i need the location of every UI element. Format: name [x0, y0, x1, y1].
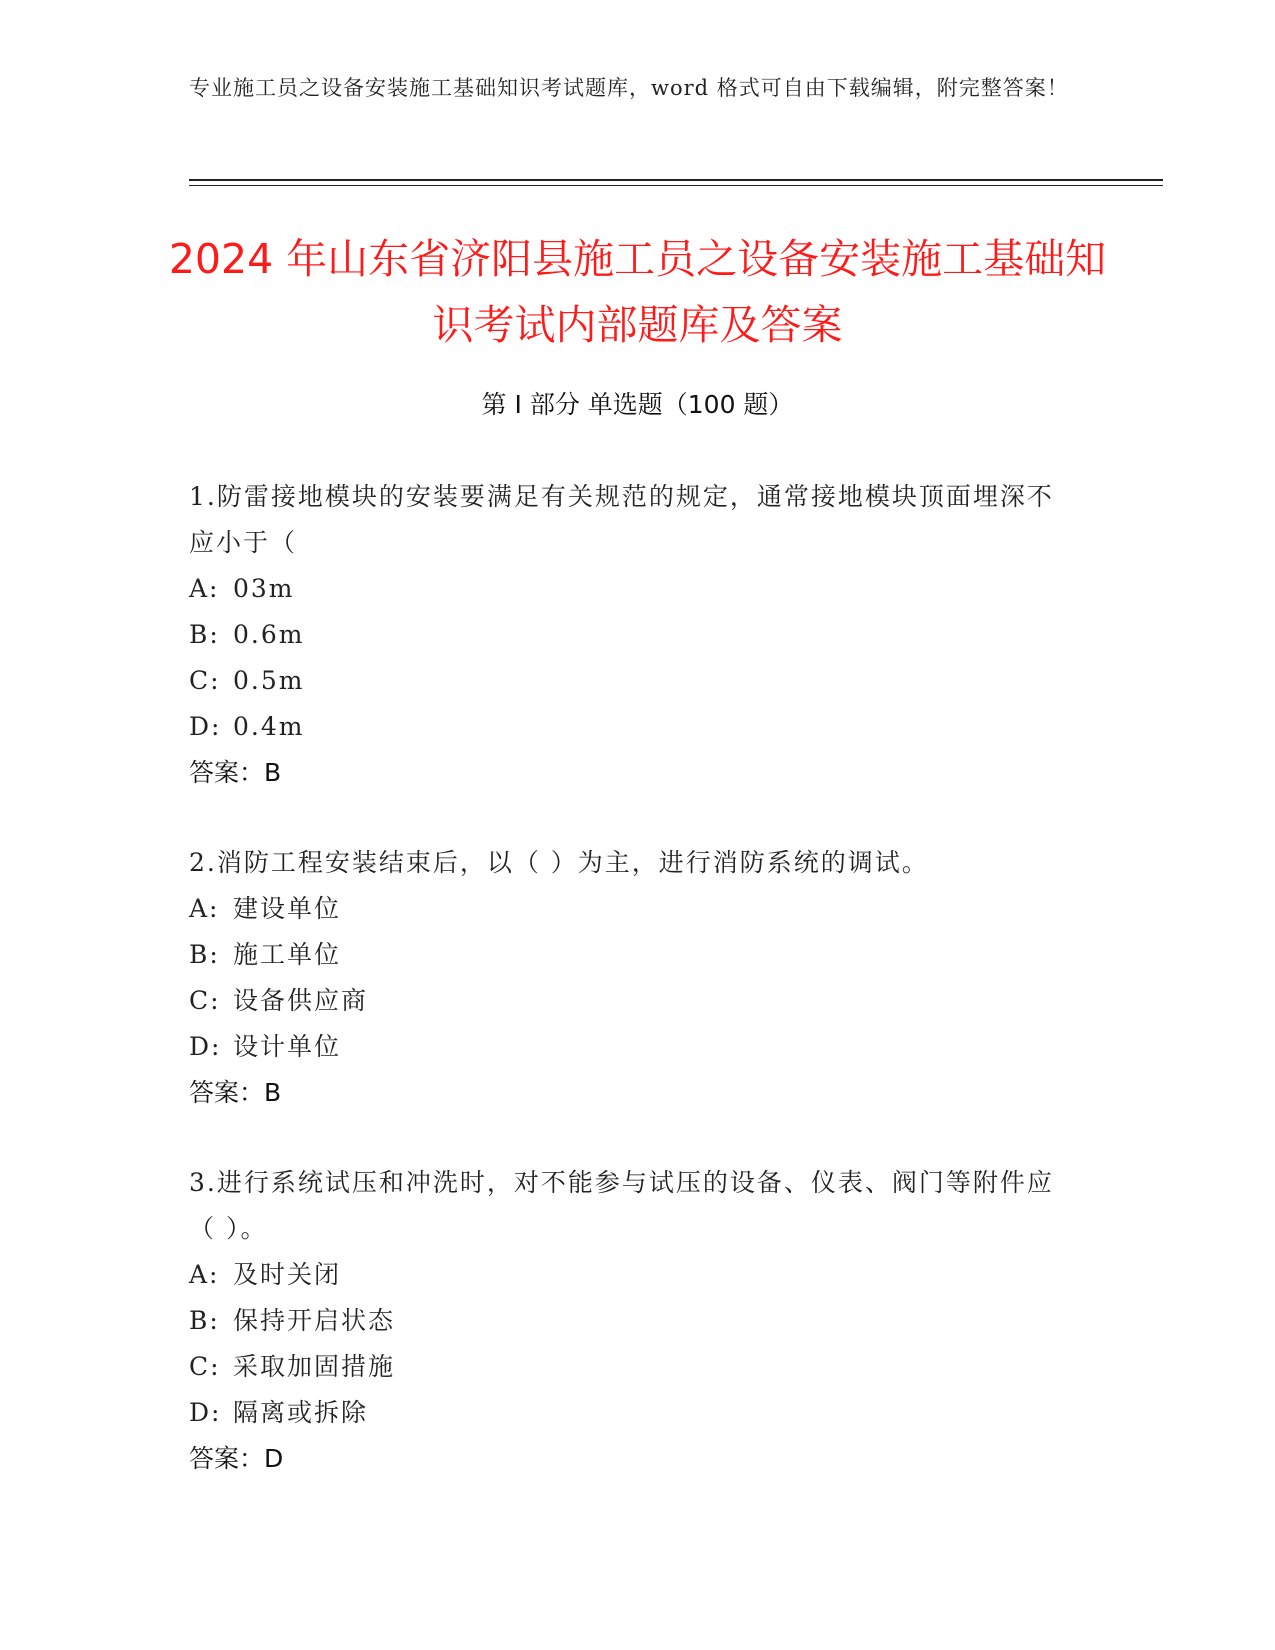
option-text: 设备供应商	[233, 986, 369, 1015]
document-title: 2024 年山东省济阳县施工员之设备安装施工基础知识考试内部题库及答案	[168, 235, 1107, 349]
option-key: A:	[189, 574, 220, 603]
option-key: D:	[189, 712, 222, 741]
option-text: 及时关闭	[233, 1260, 342, 1289]
option-key: B:	[189, 620, 220, 649]
option-key: B:	[189, 940, 220, 969]
option-text: 隔离或拆除	[233, 1398, 369, 1427]
answer-line: 答案：B	[189, 758, 282, 787]
option-d	[189, 704, 1069, 750]
option-c	[189, 658, 1069, 704]
option-text: 采取加固措施	[233, 1352, 396, 1381]
option-text: 0.5m	[233, 666, 305, 695]
option-text: 建设单位	[233, 894, 342, 923]
option-text: 保持开启状态	[233, 1306, 396, 1335]
option-a	[189, 1252, 1069, 1298]
option-key: D:	[189, 1032, 222, 1061]
question-list	[189, 474, 1069, 1526]
question-2	[189, 840, 1069, 1116]
option-text: 0.6m	[233, 620, 305, 649]
option-key: C:	[189, 666, 221, 695]
option-text: 施工单位	[233, 940, 342, 969]
option-a	[189, 886, 1069, 932]
option-key: B:	[189, 1306, 220, 1335]
option-key: A:	[189, 894, 220, 923]
question-1	[189, 474, 1069, 796]
question-3	[189, 1160, 1069, 1482]
option-d	[189, 1390, 1069, 1436]
option-text: 0.4m	[233, 712, 305, 741]
header-divider-thick	[189, 179, 1163, 181]
header-note: 专业施工员之设备安装施工基础知识考试题库，word 格式可自由下载编辑，附完整答案！	[189, 76, 1069, 100]
option-a	[189, 566, 1069, 612]
question-stem: 2.消防工程安装结束后，以（ ）为主，进行消防系统的调试。	[189, 848, 929, 877]
option-key: C:	[189, 1352, 221, 1381]
option-c	[189, 978, 1069, 1024]
option-key: A:	[189, 1260, 220, 1289]
section-heading: 第 I 部分 单选题（100 题）	[481, 390, 794, 419]
option-key: C:	[189, 986, 221, 1015]
option-b	[189, 932, 1069, 978]
question-stem: 1.防雷接地模块的安装要满足有关规范的规定，通常接地模块顶面埋深不应小于（	[189, 482, 1054, 557]
answer-line: 答案：B	[189, 1078, 282, 1107]
option-c	[189, 1344, 1069, 1390]
header-divider-thin	[189, 185, 1163, 186]
option-d	[189, 1024, 1069, 1070]
answer-line: 答案：D	[189, 1444, 284, 1473]
option-b	[189, 612, 1069, 658]
option-b	[189, 1298, 1069, 1344]
option-text: 03m	[233, 574, 295, 603]
question-stem: 3.进行系统试压和冲洗时，对不能参与试压的设备、仪表、阀门等附件应（ ）。	[189, 1168, 1054, 1243]
option-text: 设计单位	[233, 1032, 342, 1061]
option-key: D:	[189, 1398, 222, 1427]
